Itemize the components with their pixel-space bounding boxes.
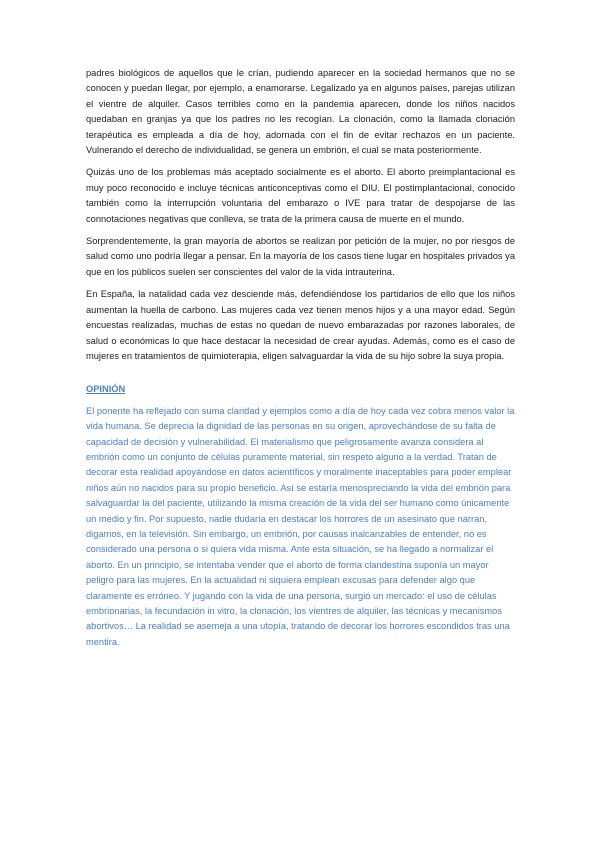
paragraph-4: En España, la natalidad cada vez desciende más, defendiéndose los partidarios de ello que los niños aumentan la huella de carbono. Las mujeres cada vez tienen menos hijos y a una mayor edad. Según encuestas realizadas, muchas de estas no quedan de nuevo embarazadas por razones laborales, de salud o económicas lo que hace destacar la necesidad de crear ayudas. Además, como es el caso de mujeres en tratamientos de quimioterapia, eligen salvaguardar la vida de su hijo sobre la suya propia. bbox=[86, 289, 515, 361]
opinion-paragraph: El ponente ha reflejado con suma claridad y ejemplos como a día de hoy cada vez cobra menos valor la vida humana. Se deprecia la dignidad de las personas en su origen, aprovechándose de su falta de capacidad de decisión y vulnerabilidad. El materialismo que peligrosamente avanza considera al embrión como un conjunto de células puramente material, sin respeto alguno a la verdad. Tratan de decorar esta realidad apoyándose en datos acientíficos y moralmente inaceptables para poder emplear niños aún no nacidos para su propio beneficio. Así se estaría menospreciando la vida del embrión para salvaguardar la del paciente, utilizando la misma creación de la vida del ser humano como únicamente un medio y fin. Por supuesto, nadie dudaría en destacar los horrores de un asesinato que narran, digamos, en la televisión. Sin embargo, un embrión, por causas inalcanzables de entender, no es considerado una persona o si quiera vida misma. Ante esta situación, se ha llegado a normalizar el aborto. En un principio, se intentaba vender que el aborto de forma clandestina suponía un mayor peligro para las mujeres. En la actualidad ni siquiera emplean excusas para defender algo que claramente es erróneo. Y jugando con la vida de una persona, surgió un mercado: el uso de células embrionarias, la fecundación in vitro, la clonación, los vientres de alquiler, las técnicas y mecanismos abortivos… La realidad se asemeja a una utopía, tratando de decorar los horrores escondidos tras una mentira. bbox=[86, 405, 515, 647]
paragraph-2: Quizás uno de los problemas más aceptado socialmente es el aborto. El aborto preimplantacional es muy poco reconocido e incluye técnicas anticonceptivas como el DIU. El postimplantacional, conocido también como la interrupción voluntaria del embarazo o IVE para tratar de despojarse de las connotaciones negativas que conlleva, se trata de la primera causa de muerte en el mundo. bbox=[86, 167, 515, 224]
paragraph-3: Sorprendentemente, la gran mayoría de abortos se realizan por petición de la mujer, no por riesgos de salud como uno podría llegar a pensar. En la mayoría de los casos tiene lugar en hospitales privados ya que en los públicos suelen ser conscientes del valor de la vida intrauterina. bbox=[86, 236, 515, 277]
document-content bbox=[86, 66, 515, 657]
opinion-heading: OPINIÓN bbox=[86, 384, 126, 395]
paragraph-1: padres biológicos de aquellos que le crían, pudiendo aparecer en la sociedad hermanos que no se conocen y puedan llegar, por ejemplo, a enamorarse. Legalizado ya en algunos países, parejas utilizan el vientre de alquiler. Casos terribles como en la pandemia aparecen, donde los niños nacidos quedaban en granjas ya que los padres no les recogían. La clonación, como la llamada clonación terapéutica es empleada a día de hoy, adornada con el fin de evitar rechazos en un paciente. Vulnerando el derecho de individualidad, se genera un embrión, el cual se mata posteriormente. bbox=[86, 68, 515, 156]
